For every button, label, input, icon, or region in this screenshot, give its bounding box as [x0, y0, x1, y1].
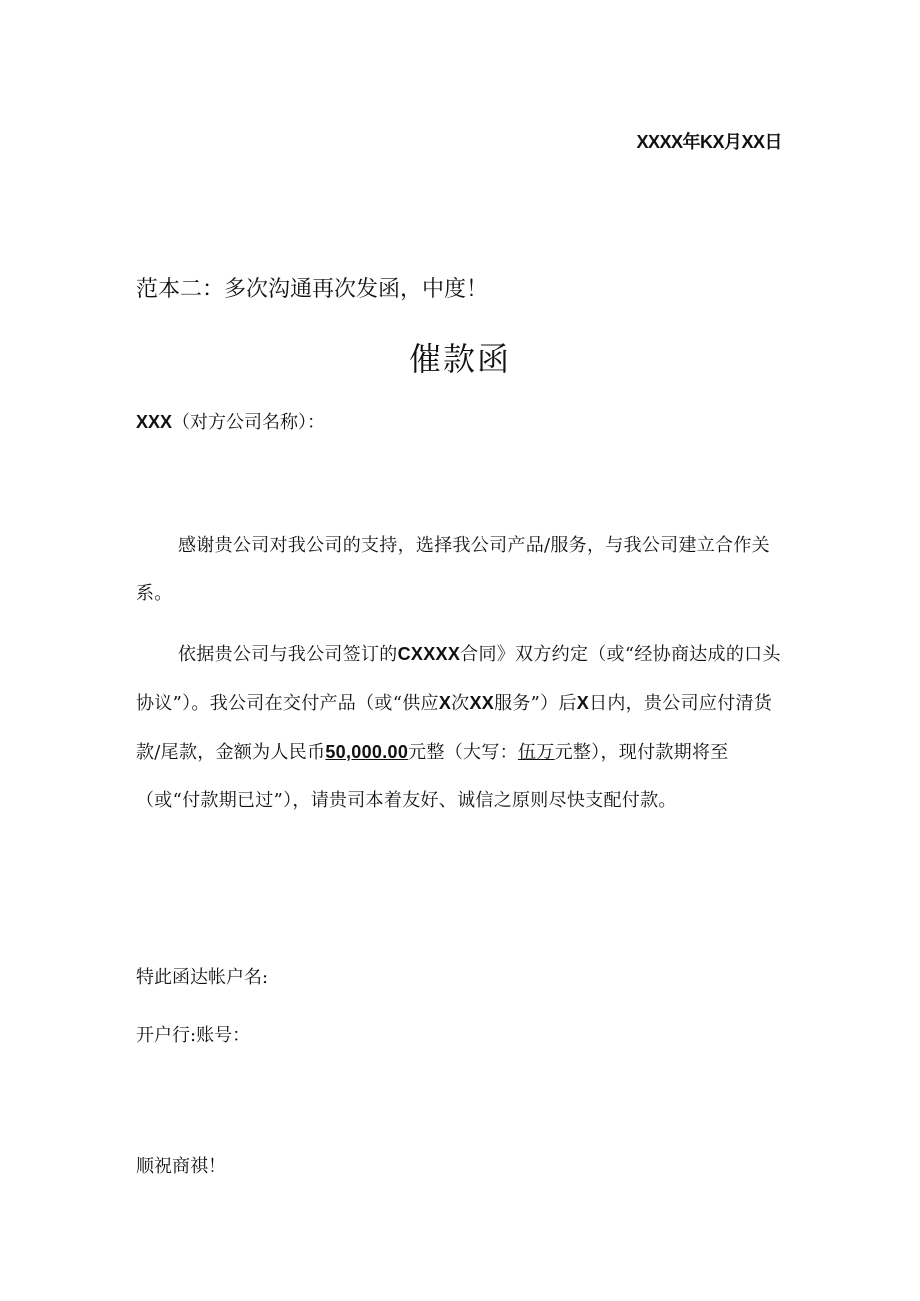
sample-title: 范本二：多次沟通再次发函，中度！	[136, 277, 489, 302]
contract-number: CXXXX	[397, 644, 461, 664]
supply-count: X	[438, 693, 452, 713]
recipient-note: （对方公司名称）：	[172, 412, 326, 433]
letter-date: XXXX年KX月XX日	[636, 132, 782, 152]
paragraph-text: 元整（大写：	[408, 742, 518, 763]
account-name-line: 特此函达帐户名:	[136, 967, 269, 988]
paragraph-text: 元整），现付款期将至（或“付款期已过”），请贵司本着友好、诚信之原则尽快支配付款。	[136, 742, 729, 811]
service-name: XX	[469, 693, 495, 713]
paragraph-text: 服务”）后	[494, 693, 577, 714]
paragraph-text: 合同》双方约定（或“经协商达成的口头协议”）。我公司在交付产品（或“供应	[136, 644, 781, 714]
paragraph-text: 日内，贵公司应付清货款/尾款，金额为人民币	[136, 693, 773, 763]
days-count: X	[576, 693, 590, 713]
recipient-company: XXX	[136, 412, 173, 432]
paragraph-thanks: 感谢贵公司对我公司的支持，选择我公司产品/服务，与我公司建立合作关系。	[136, 535, 770, 604]
amount-figure: 50,000.00	[325, 742, 409, 762]
amount-words: 伍万	[517, 742, 555, 763]
bank-account-line: 开户行:账号：	[136, 1025, 251, 1046]
paragraph-text: 次	[451, 693, 470, 714]
paragraph-payment-terms	[136, 630, 784, 825]
paragraph-text: 依据贵公司与我公司签订的	[178, 644, 398, 665]
document-title: 催款函	[408, 340, 511, 378]
farewell: 顺祝商祺！	[136, 1156, 226, 1177]
salutation	[136, 408, 325, 434]
